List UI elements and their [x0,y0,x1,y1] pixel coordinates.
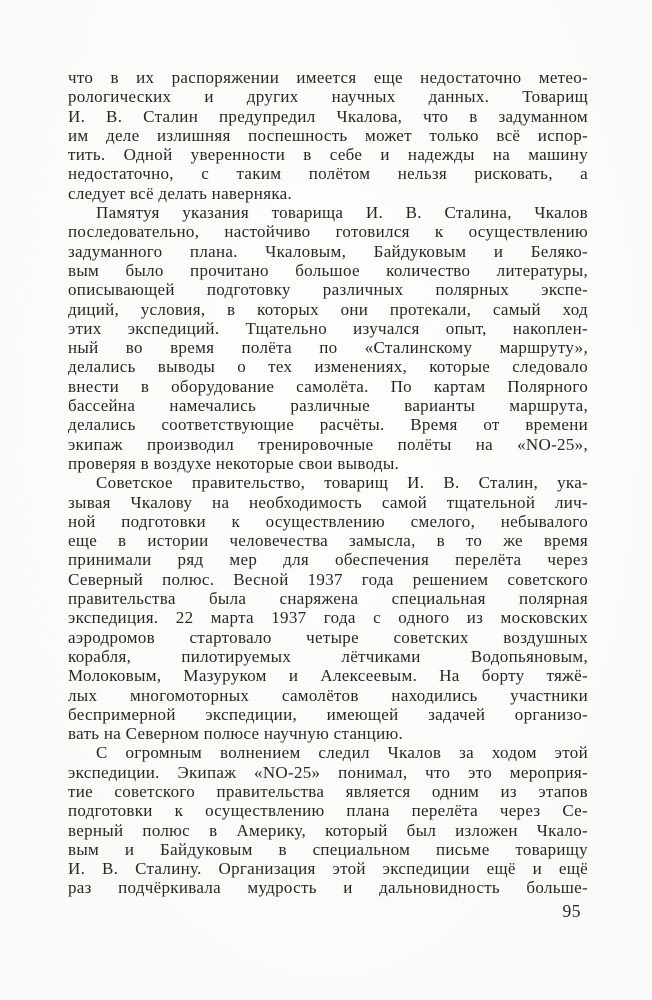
text-line: что в их распоряжении имеется еще недостаточно метео- [68,68,588,87]
text-line: вать на Северном полюсе научную станцию. [68,724,404,744]
text-line: Советское правительство, товарищ И. В. Сталин, ука- [96,473,588,493]
text-line: аэродромов стартовало четыре советских воздушных [68,627,588,647]
text-line: экспедиция. 22 марта 1937 года с одного из московских [68,608,588,628]
text-line: раз подчёркивала мудрость и дальновидность больше- [68,878,588,898]
text-line: внести в оборудование самолёта. По картам Полярного [68,376,588,396]
text-line: ный во время полёта по «Сталинскому маршруту», [68,338,588,358]
text-line: вым и Байдуковым в специальном письме товарищу [68,839,588,859]
text-line: ной подготовки к осуществлению смелого, небывалого [68,511,588,531]
text-line: зывая Чкалову на необходимость самой тщательной лич- [68,492,588,512]
text-line: верный полюс в Америку, который был изложен Чкало- [68,820,588,840]
text-line: тить. Одной уверенности в себе и надежды на машину [68,145,588,165]
text-line: принимали ряд мер для обеспечения перелёта через [68,550,588,570]
text-line: Молоковым, Мазуруком и Алексеевым. На борту тяжё- [68,666,588,686]
text-line: последовательно, настойчиво готовился к осуществлению [68,222,588,242]
text-line: С огромным волнением следил Чкалов за ходом этой [96,743,588,763]
text-line: вым было прочитано большое количество литературы, [68,260,588,280]
text-line: тие советского правительства является одним из этапов [68,781,588,801]
text-line: экипаж производил тренировочные полёты на «NO-25», [68,434,588,454]
text-line: недостаточно, с таким полётом нельзя рисковать, а [68,164,588,184]
text-line: рологических и других научных данных. Товарищ [68,87,588,107]
text-line: беспримерной экспедиции, имеющей задачей организо- [68,704,588,724]
text-line: описывающей подготовку различных полярных экспе- [68,280,588,300]
text-line: лых многомоторных самолётов находились участники [68,685,588,705]
text-line: подготовки к осуществлению плана перелёта через Се- [68,801,588,821]
text-line: Северный полюс. Весной 1937 года решением советского [68,569,588,589]
text-line: Памятуя указания товарища И. В. Сталина, Чкалов [96,203,588,223]
text-line: им деле излишняя поспешность может только всё испор- [68,125,588,145]
text-line: следует всё делать наверняка. [68,183,293,203]
text-line: проверяя в воздухе некоторые свои выводы. [68,453,400,473]
text-line: этих экспедиций. Тщательно изучался опыт, накоплен- [68,318,588,338]
text-line: делались выводы о тех изменениях, которые следовало [68,357,588,377]
text-line: корабля, пилотируемых лётчиками Водопьяновым, [68,646,588,666]
text-line: И. В. Сталину. Организация этой экспедиции ещё и ещё [68,859,588,879]
text-line: диций, условия, в которых они протекали, самый ход [68,299,588,319]
text-line: задуманного плана. Чкаловым, Байдуковым и Беляко- [68,241,588,261]
page-text [68,68,588,898]
page-number: 95 [562,901,581,921]
text-line: еще в истории человечества замысла, в то же время [68,531,588,551]
text-line: бассейна намечались различные варианты маршрута, [68,396,588,416]
text-line: правительства была снаряжена специальная полярная [68,589,588,609]
text-line: делались соответствующие расчёты. Время от времени [68,415,588,435]
text-line: экспедиции. Экипаж «NO-25» понимал, что это мероприя- [68,762,588,782]
text-line: И. В. Сталин предупредил Чкалова, что в задуманном [68,106,588,126]
